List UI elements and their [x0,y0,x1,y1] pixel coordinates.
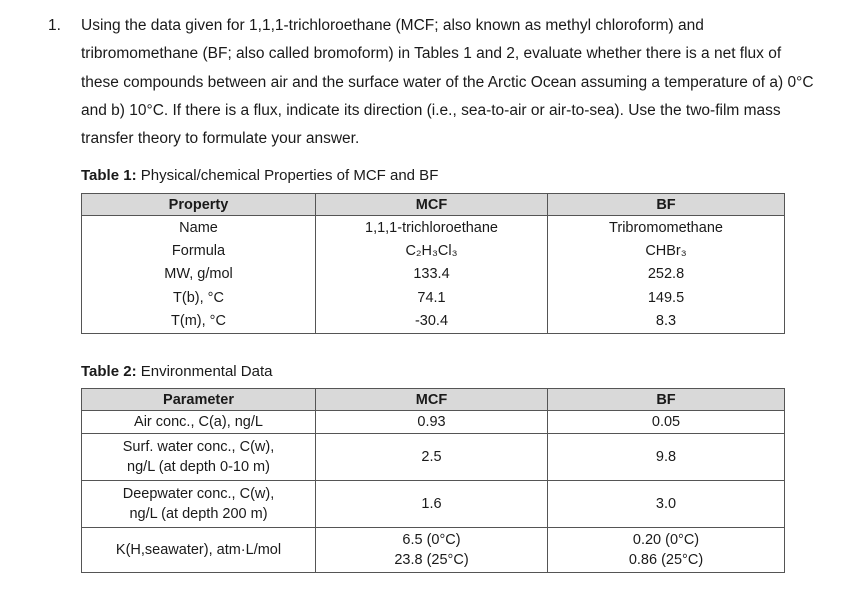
table-header-cell: Parameter [82,389,316,411]
table-cell: T(m), °C [82,310,316,334]
table1-title-text: Physical/chemical Properties of MCF and BF [136,167,439,184]
table-row [82,411,785,434]
table-cell: 0.93 [316,411,548,434]
table-row [82,286,785,309]
table-header-row [82,389,785,411]
table1-title [81,166,438,186]
table-cell: Surf. water conc., C(w), ng/L (at depth 0-10 m) [82,434,316,481]
table-cell: C₂H₃Cl₃ [316,239,548,262]
table-header-cell: MCF [316,194,548,216]
table2-title-label: Table 2: [81,363,137,380]
table-cell: -30.4 [316,310,548,334]
table-cell: 133.4 [316,263,548,286]
question-number: 1. [48,17,61,34]
table-cell: T(b), °C [82,286,316,309]
table-cell: 6.5 (0°C) 23.8 (25°C) [316,528,548,573]
table-cell: MW, g/mol [82,263,316,286]
table-header-row [82,194,785,216]
table-cell: 0.20 (0°C) 0.86 (25°C) [548,528,785,573]
table-cell: Formula [82,239,316,262]
table-row [82,481,785,528]
table-row [82,528,785,573]
table-cell: 1.6 [316,481,548,528]
table-cell: 252.8 [548,263,785,286]
table1-properties [81,193,785,334]
question-text: Using the data given for 1,1,1-trichloroethane (MCF; also known as methyl chloroform) and tribromomethane (BF; also called bromoform) in Tables 1 and 2, evaluate whether there is a net flux of these compounds between air and the surface water of the Arctic Ocean assuming a temperature of a) 0°C and b) 10°C. If there is a flux, indicate its direction (i.e., sea-to-air or air-to-sea). Use the two-film mass transfer theory to formulate your answer. [81,17,814,148]
table-row [82,263,785,286]
table-cell: Air conc., C(a), ng/L [82,411,316,434]
table-header-cell: MCF [316,389,548,411]
table-cell: Deepwater conc., C(w), ng/L (at depth 200 m) [82,481,316,528]
table-cell: Tribromomethane [548,216,785,240]
table-cell: 74.1 [316,286,548,309]
table2-environmental [81,388,785,573]
table-row [82,216,785,240]
table-cell: K(H,seawater), atm·L/mol [82,528,316,573]
table-cell: 1,1,1-trichloroethane [316,216,548,240]
table-header-cell: BF [548,389,785,411]
table-cell: 0.05 [548,411,785,434]
table-row [82,310,785,334]
table2-title-text: Environmental Data [136,363,273,380]
table-cell: 149.5 [548,286,785,309]
table-header-cell: BF [548,194,785,216]
table-cell: Name [82,216,316,240]
table-row [82,239,785,262]
table-cell: 3.0 [548,481,785,528]
table1-title-label: Table 1: [81,167,137,184]
table-cell: CHBr₃ [548,239,785,262]
table-cell: 2.5 [316,434,548,481]
table-header-cell: Property [82,194,316,216]
table-row [82,434,785,481]
table2-title [81,362,272,382]
table-cell: 8.3 [548,310,785,334]
table-cell: 9.8 [548,434,785,481]
